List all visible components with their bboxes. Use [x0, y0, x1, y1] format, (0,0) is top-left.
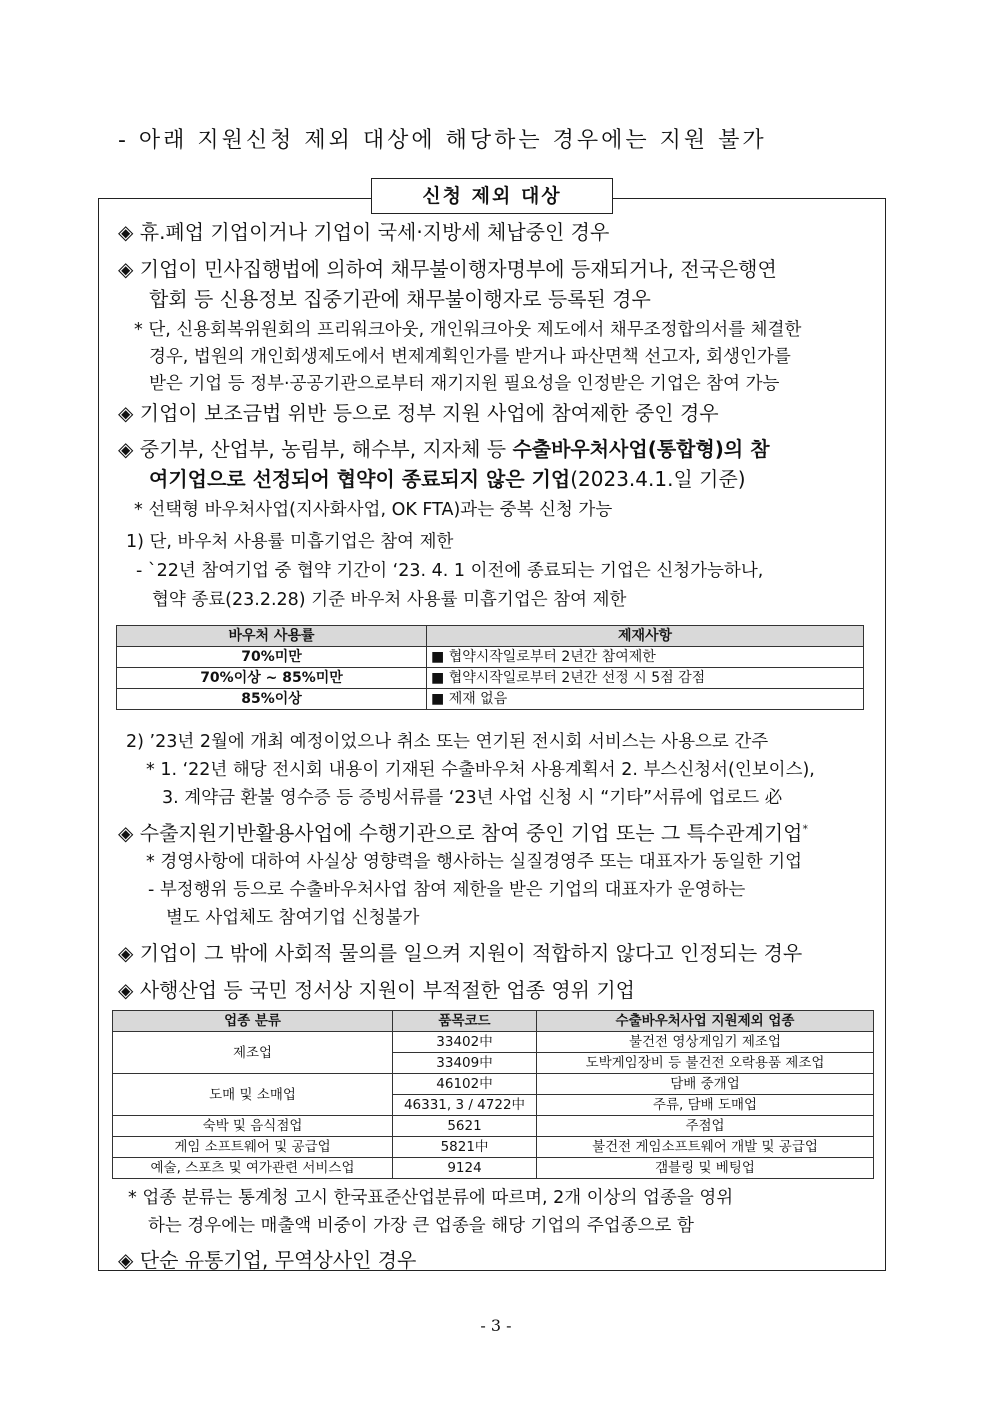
square-bullet-icon: ■ [431, 649, 445, 665]
list-item: ◈ 기업이 민사집행법에 의하여 채무불이행자명부에 등재되거나, 전국은행연 [118, 257, 777, 281]
table-cell: 주류, 담배 도매업 [537, 1095, 874, 1116]
table-cell: 5821中 [393, 1137, 537, 1158]
table-row [113, 1074, 874, 1095]
table-row [117, 668, 864, 689]
sub-item: 2) ’23년 2월에 개최 예정이었으나 취소 또는 연기된 전시회 서비스는 사용으로 간주 [126, 732, 769, 752]
table-header-row [113, 1011, 874, 1032]
list-item: ◈ 단순 유통기업, 무역상사인 경우 [118, 1248, 417, 1272]
diamond-bullet-icon: ◈ [118, 1248, 134, 1272]
table-cell: 주점업 [537, 1116, 874, 1137]
note-text: * 경영사항에 대하여 사실상 영향력을 행사하는 실질경영주 또는 대표자가 동일한 기업 [146, 852, 803, 872]
table-cell: ■ 협약시작일로부터 2년간 선정 시 5점 감점 [427, 668, 864, 689]
table-cell: ■ 협약시작일로부터 2년간 참여제한 [427, 647, 864, 668]
note-text: 별도 사업체도 참여기업 신청불가 [166, 908, 420, 928]
diamond-bullet-icon: ◈ [118, 437, 134, 461]
list-item: ◈ 기업이 그 밖에 사회적 물의를 일으켜 지원이 적합하지 않다고 인정되는 경우 [118, 941, 803, 965]
table-cell: 46102中 [393, 1074, 537, 1095]
diamond-bullet-icon: ◈ [118, 220, 134, 244]
note-text: * 1. ‘22년 해당 전시회 내용이 기재된 수출바우처 사용계획서 2. 부스신청서(인보이스), [146, 760, 815, 780]
table-cell: 숙박 및 음식점업 [113, 1116, 393, 1137]
note-text: 3. 계약금 환불 영수증 등 증빙서류를 ‘23년 사업 신청 시 “기타”서류에 업로드 必 [162, 788, 783, 808]
table-cell: 85%이상 [117, 689, 427, 710]
sub-item: 1) 단, 바우처 사용률 미흡기업은 참여 제한 [126, 532, 454, 552]
table-row [117, 689, 864, 710]
table-header: 품목코드 [393, 1011, 537, 1032]
list-item-continuation: 여기업으로 선정되어 협약이 종료되지 않은 기업(2023.4.1.일 기준) [149, 467, 746, 491]
list-item: ◈ 기업이 보조금법 위반 등으로 정부 지원 사업에 참여제한 중인 경우 [118, 401, 719, 425]
note-text: - 부정행위 등으로 수출바우처사업 참여 제한을 받은 기업의 대표자가 운영하는 [148, 880, 746, 900]
table-header-row [117, 626, 864, 647]
table-cell: 갬블링 및 베팅업 [537, 1158, 874, 1179]
diamond-bullet-icon: ◈ [118, 401, 134, 425]
table-header: 바우처 사용률 [117, 626, 427, 647]
excluded-industry-table [112, 1010, 874, 1179]
table-cell: 예술, 스포츠 및 여가관련 서비스업 [113, 1158, 393, 1179]
footnote-marker: * [802, 822, 808, 836]
table-header: 업종 분류 [113, 1011, 393, 1032]
table-cell: 도매 및 소매업 [113, 1074, 393, 1116]
list-item: ◈ 사행산업 등 국민 정서상 지원이 부적절한 업종 영위 기업 [118, 978, 635, 1002]
table-header: 제재사항 [427, 626, 864, 647]
note-text: * 업종 분류는 통계청 고시 한국표준산업분류에 따르며, 2개 이상의 업종을 영위 [128, 1188, 734, 1208]
table-cell: 9124 [393, 1158, 537, 1179]
note-text: 경우, 법원의 개인회생제도에서 변제계획인가를 받거나 파산면책 선고자, 회생인가를 [149, 347, 791, 367]
list-item: ◈ 수출지원기반활용사업에 수행기관으로 참여 중인 기업 또는 그 특수관계기업* [118, 821, 808, 845]
diamond-bullet-icon: ◈ [118, 821, 134, 845]
note-text: * 선택형 바우처사업(지사화사업, OK FTA)과는 중복 신청 가능 [134, 500, 613, 520]
table-cell: 70%미만 [117, 647, 427, 668]
note-text: * 단, 신용회복위원회의 프리워크아웃, 개인워크아웃 제도에서 채무조정합의서를 체결한 [134, 320, 802, 340]
page-number: - 3 - [480, 1316, 512, 1335]
table-cell: 게임 소프트웨어 및 공급업 [113, 1137, 393, 1158]
note-text: 받은 기업 등 정부·공공기관으로부터 재기지원 필요성을 인정받은 기업은 참여 가능 [149, 374, 780, 394]
intro-text: - 아래 지원신청 제외 대상에 해당하는 경우에는 지원 불가 [118, 128, 767, 153]
table-row [113, 1158, 874, 1179]
table-row [117, 647, 864, 668]
sub-item-detail: 협약 종료(23.2.28) 기준 바우처 사용률 미흡기업은 참여 제한 [152, 590, 627, 610]
table-cell: 33402中 [393, 1032, 537, 1053]
square-bullet-icon: ■ [431, 670, 445, 686]
list-item: ◈ 중기부, 산업부, 농림부, 해수부, 지자체 등 수출바우처사업(통합형)의 참 [118, 437, 770, 461]
table-cell: 불건전 게임소프트웨어 개발 및 공급업 [537, 1137, 874, 1158]
table-row [113, 1032, 874, 1053]
table-cell: 5621 [393, 1116, 537, 1137]
list-item: ◈ 휴.폐업 기업이거나 기업이 국세·지방세 체납중인 경우 [118, 220, 610, 244]
diamond-bullet-icon: ◈ [118, 257, 134, 281]
sub-item-detail: - `22년 참여기업 중 협약 기간이 ‘23. 4. 1 이전에 종료되는 기업은 신청가능하나, [136, 561, 764, 581]
square-bullet-icon: ■ [431, 691, 445, 707]
table-header: 수출바우처사업 지원제외 업종 [537, 1011, 874, 1032]
table-cell: 46331, 3 / 4722中 [393, 1095, 537, 1116]
box-title: 신청 제외 대상 [371, 178, 613, 214]
diamond-bullet-icon: ◈ [118, 941, 134, 965]
table-cell: 70%이상 ~ 85%미만 [117, 668, 427, 689]
table-cell: 담배 중개업 [537, 1074, 874, 1095]
list-item-continuation: 합회 등 신용정보 집중기관에 채무불이행자로 등록된 경우 [149, 287, 651, 311]
table-row [113, 1137, 874, 1158]
table-cell: 불건전 영상게임기 제조업 [537, 1032, 874, 1053]
table-cell: 33409中 [393, 1053, 537, 1074]
table-cell: ■ 제재 없음 [427, 689, 864, 710]
table-cell: 제조업 [113, 1032, 393, 1074]
voucher-usage-table [116, 625, 864, 710]
table-row [113, 1116, 874, 1137]
table-cell: 도박게임장비 등 불건전 오락용품 제조업 [537, 1053, 874, 1074]
note-text: 하는 경우에는 매출액 비중이 가장 큰 업종을 해당 기업의 주업종으로 함 [148, 1216, 694, 1236]
diamond-bullet-icon: ◈ [118, 978, 134, 1002]
